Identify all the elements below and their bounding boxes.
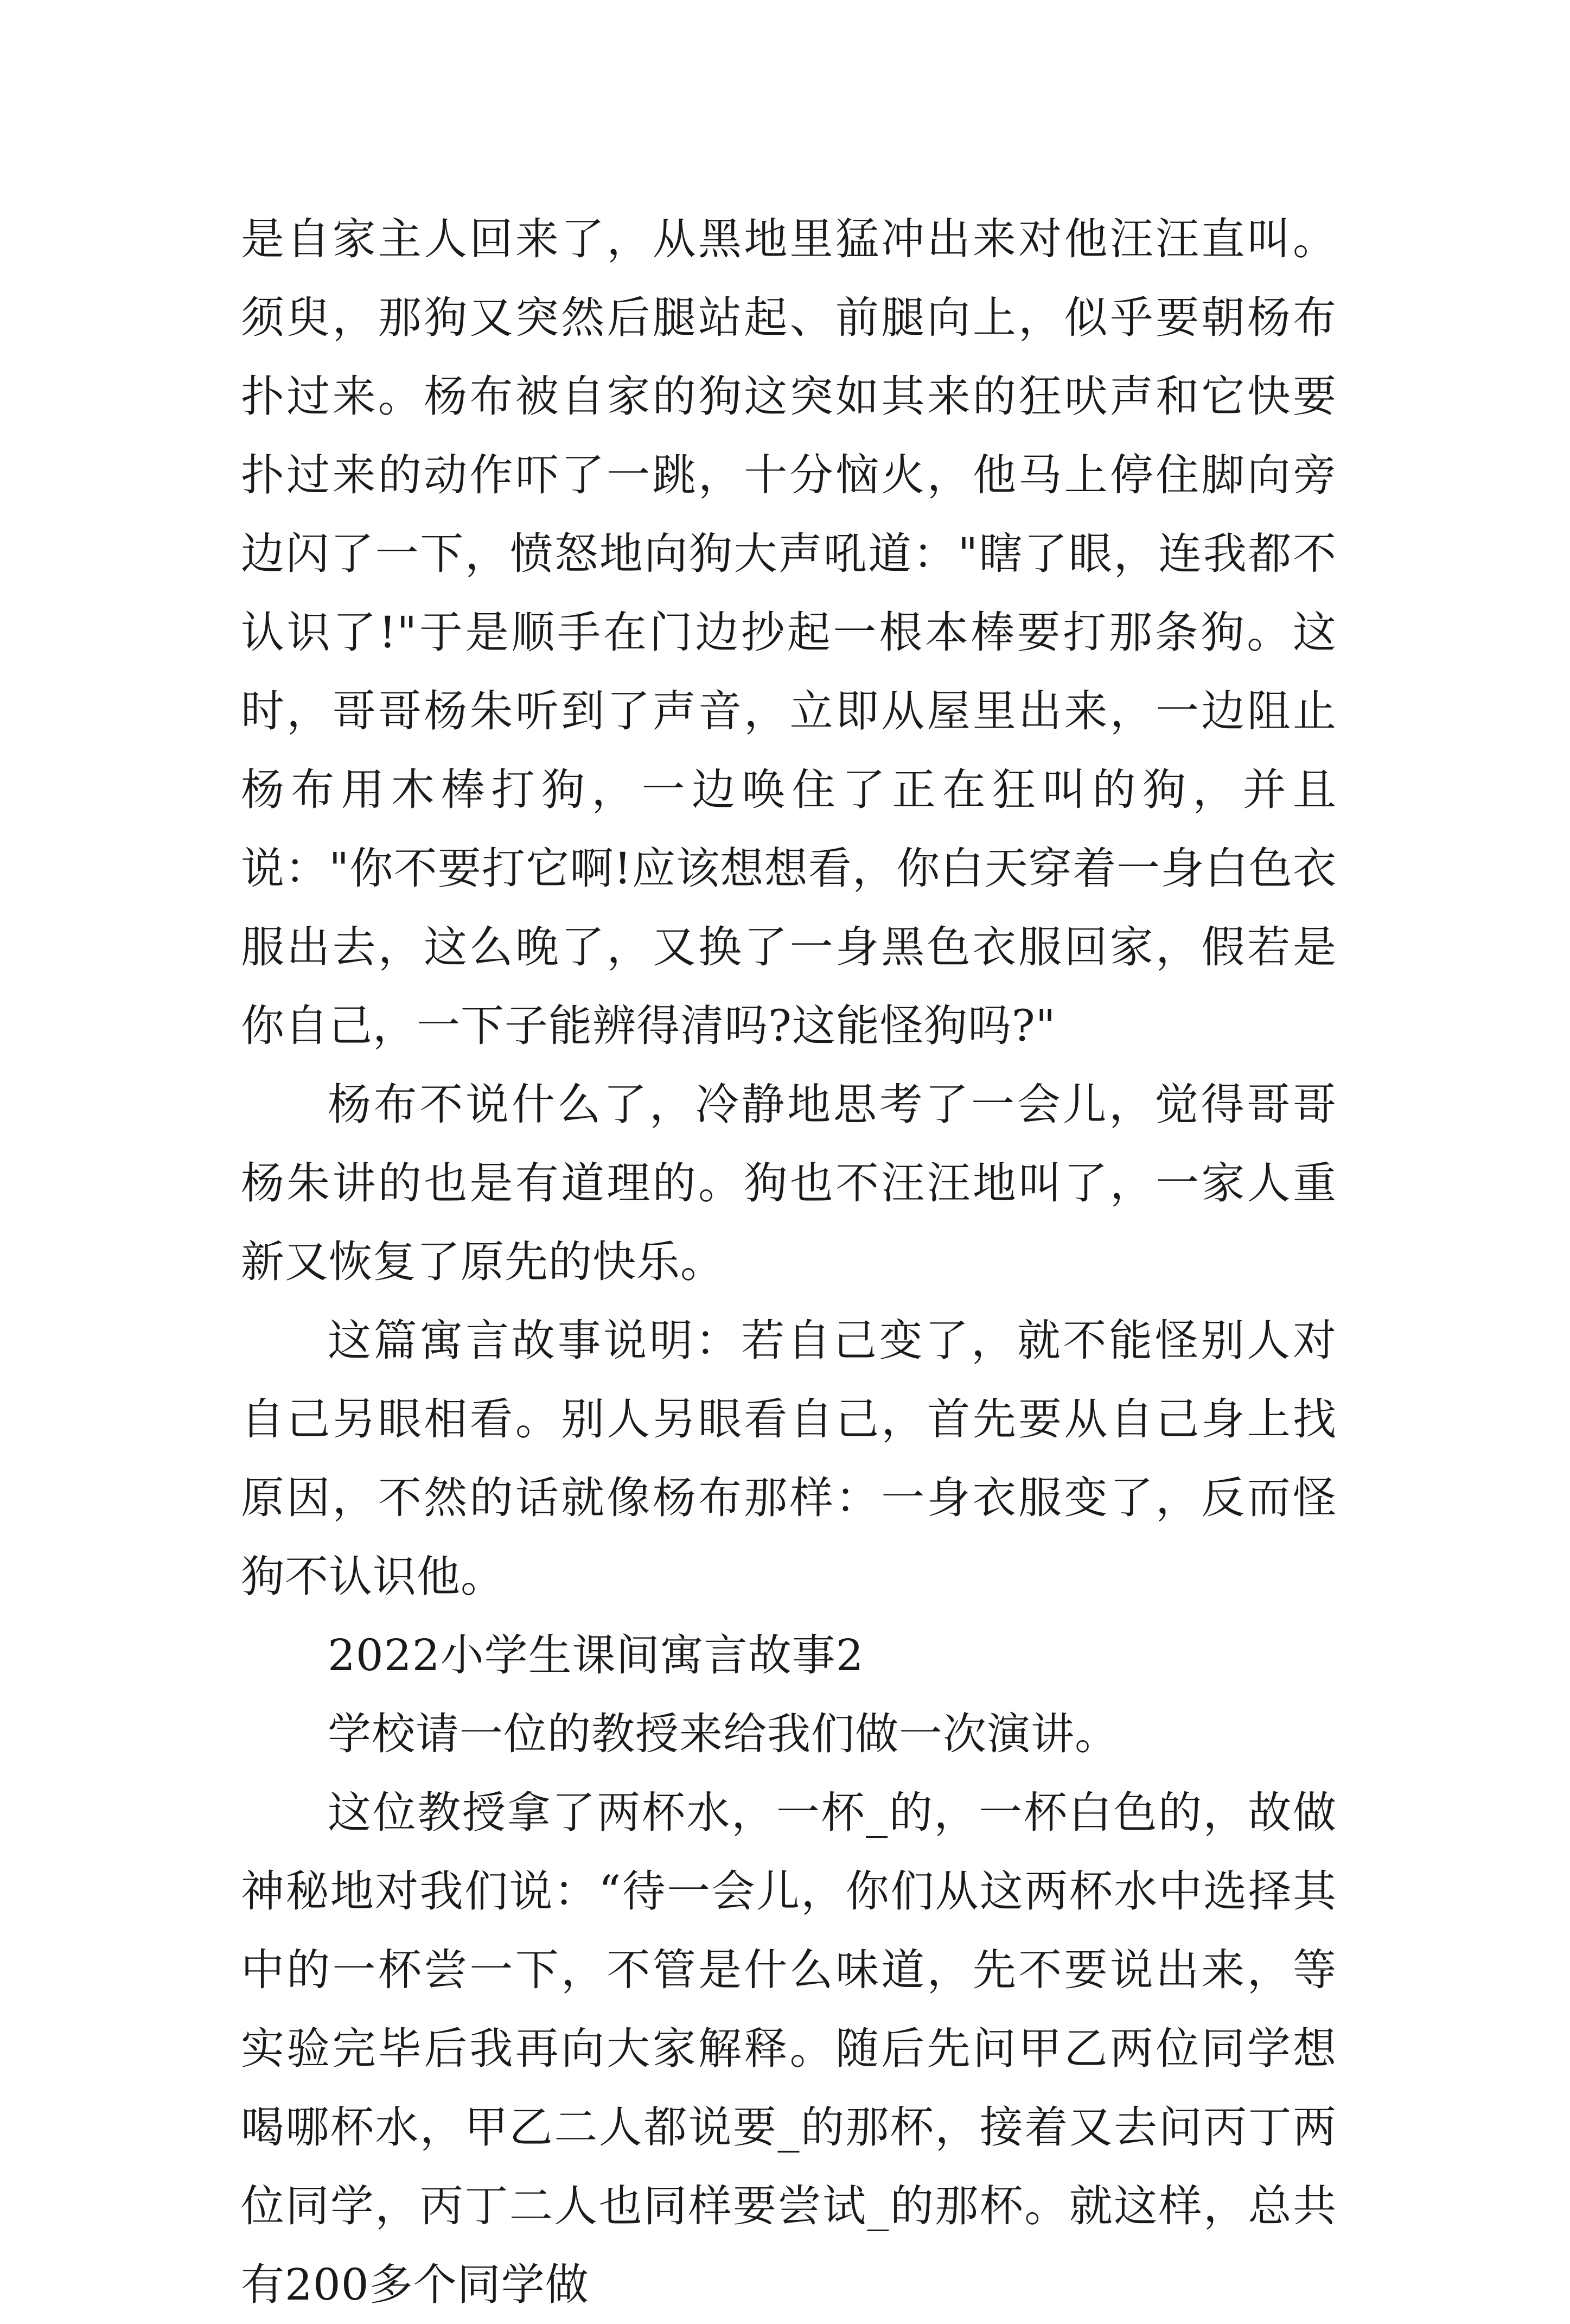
paragraph-6: 这位教授拿了两杯水，一杯_的，一杯白色的，故做神秘地对我们说：“待一会儿，你们从这两杯水中选择其中的一杯尝一下，不管是什么味道，先不要说出来，等实验完毕后我再向大家解释。随后先问甲乙两位同学想喝哪杯水，甲乙二人都说要_的那杯，接着又去问丙丁两位同学，丙丁二人也同样要尝试_的那杯。就这样，总共有200多个同学做 [241, 1787, 1337, 2310]
paragraph-1: 是自家主人回来了，从黑地里猛冲出来对他汪汪直叫。须臾，那狗又突然后腿站起、前腿向上，似乎要朝杨布扑过来。杨布被自家的狗这突如其来的狂吠声和它快要扑过来的动作吓了一跳，十分恼火，他马上停住脚向旁边闪了一下，愤怒地向狗大声吼道："瞎了眼，连我都不认识了!"于是顺手在门边抄起一根本棒要打那条狗。这时，哥哥杨朱听到了声音，立即从屋里出来，一边阻止杨布用木棒打狗，一边唤住了正在狂叫的狗，并且说："你不要打它啊!应该想想看，你白天穿着一身白色衣服出去，这么晚了，又换了一身黑色衣服回家，假若是你自己，一下子能辨得清吗?这能怪狗吗?" [241, 214, 1337, 1051]
paragraph-3: 这篇寓言故事说明：若自己变了，就不能怪别人对自己另眼相看。别人另眼看自己，首先要从自己身上找原因，不然的话就像杨布那样：一身衣服变了，反而怪狗不认识他。 [241, 1315, 1337, 1602]
paragraph-5: 学校请一位的教授来给我们做一次演讲。 [328, 1709, 1119, 1759]
paragraph-2: 杨布不说什么了，冷静地思考了一会儿，觉得哥哥杨朱讲的也是有道理的。狗也不汪汪地叫了，一家人重新又恢复了原先的快乐。 [241, 1079, 1337, 1287]
section-heading: 2022小学生课间寓言故事2 [328, 1630, 864, 1680]
document-body [241, 200, 1337, 2324]
